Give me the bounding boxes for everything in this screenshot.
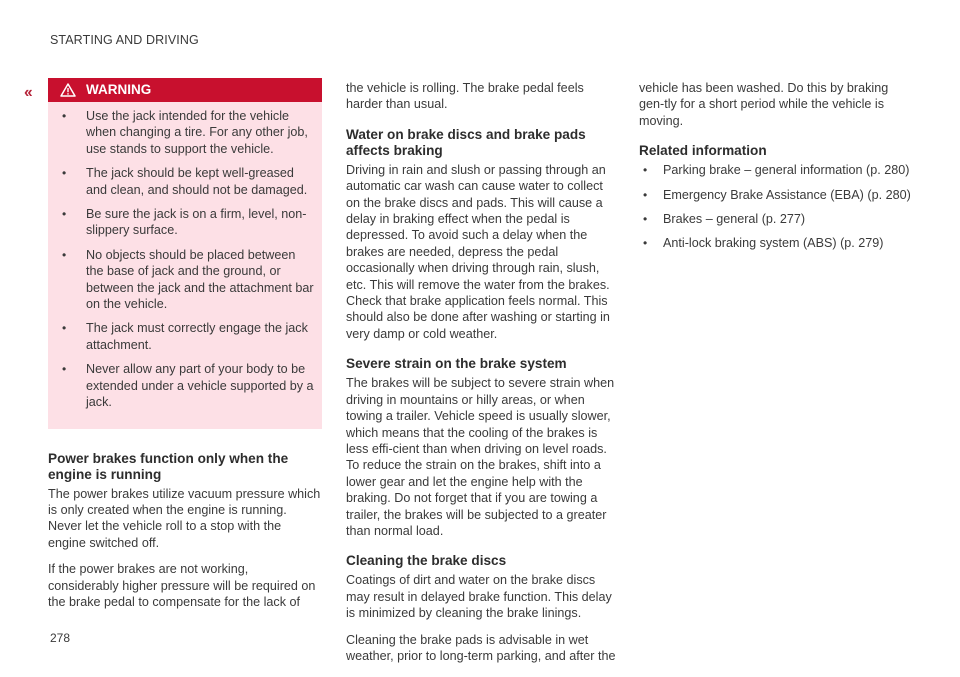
list-item: • Use the jack intended for the vehicle when changing a tire. For any other job, use stands to support the vehicle. [58, 108, 314, 157]
warning-title: WARNING [86, 81, 152, 97]
list-item: • The jack should be kept well-greased and clean, and should not be damaged. [58, 165, 314, 198]
back-chevron-icon[interactable]: ‹‹ [24, 84, 31, 101]
bullet-icon: • [643, 163, 648, 178]
bullet-icon: • [62, 207, 67, 222]
section-heading-cleaning: Cleaning the brake discs [346, 553, 507, 569]
warning-header [48, 78, 322, 102]
paragraph-continuation: the vehicle is rolling. The brake pedal feels harder than usual. [346, 81, 584, 112]
section-heading-power-brakes: Power brakes function only when the engine is running [48, 450, 289, 482]
bullet-icon: • [643, 187, 648, 202]
bullet-icon: • [62, 166, 67, 181]
bullet-icon: • [643, 236, 648, 251]
section-heading-strain: Severe strain on the brake system [346, 356, 567, 372]
related-link[interactable]: • Parking brake – general information (p. 280) [639, 162, 913, 178]
warning-triangle-icon [60, 83, 76, 97]
column-right [639, 80, 913, 260]
warning-box [48, 78, 322, 429]
list-item: • Never allow any part of your body to be extended under a vehicle supported by a jack. [58, 361, 314, 410]
paragraph: The power brakes utilize vacuum pressure which is only created when the engine is running. Never let the vehicle roll to a stop with the engine switched off. [48, 486, 321, 550]
paragraph-continued: If the power brakes are not working, considerably higher pressure will be required on the brake pedal to compensate for the lack of [48, 562, 316, 609]
section-heading-related: Related information [639, 143, 767, 159]
list-item: • Be sure the jack is on a firm, level, non-slippery surface. [58, 206, 314, 239]
bullet-icon: • [62, 247, 67, 262]
section-header: STARTING AND DRIVING [50, 33, 199, 47]
warning-list [48, 102, 322, 429]
paragraph: Driving in rain and slush or passing through an automatic car wash can cause water to collect on the brake discs and pads. This will cause a delay in braking effect when the pedal is depressed. To avoid such a delay when the brakes are needed, depress the pedal occasionally when driving through rain, slush, etc. This will remove the water from the brakes. Check that brake application feels normal. This should also be done after washing or starting in very damp or cold weather. [346, 162, 610, 341]
related-information [639, 143, 913, 252]
section-heading-water: Water on brake discs and brake pads affects braking [346, 126, 586, 158]
paragraph: The brakes will be subject to severe strain when driving in mountains or hilly areas, or when towing a trailer. Vehicle speed is usually slower, which means that the cooling of the brakes is less effi-cient than when driving on level roads. To reduce the strain on the brakes, shift into a lower gear and let the engine help with the braking. Do not forget that if you are towing a trailer, the brakes will be subjected to a greater than normal load. [346, 376, 615, 538]
bullet-icon: • [62, 109, 67, 123]
column-left [48, 78, 322, 621]
list-item: • No objects should be placed between the base of jack and the ground, or between the jack and the attachment bar on the vehicle. [58, 247, 314, 313]
column-middle [346, 80, 620, 674]
paragraph: Cleaning the brake pads is advisable in wet weather, prior to long-term parking, and after the [346, 632, 616, 663]
bullet-icon: • [643, 212, 648, 227]
list-item: • The jack must correctly engage the jack attachment. [58, 320, 314, 353]
page-number: 278 [50, 631, 71, 645]
bullet-icon: • [62, 362, 67, 377]
bullet-icon: • [62, 321, 67, 336]
paragraph: Coatings of dirt and water on the brake discs may result in delayed brake function. This delay is minimized by cleaning the brake linings. [346, 573, 612, 621]
paragraph-continuation: vehicle has been washed. Do this by braking gen-tly for a short period while the vehicle is moving. [639, 81, 889, 128]
related-link[interactable]: • Anti-lock braking system (ABS) (p. 279) [639, 235, 913, 251]
related-link[interactable]: • Emergency Brake Assistance (EBA) (p. 280) [639, 187, 913, 203]
related-link[interactable]: • Brakes – general (p. 277) [639, 211, 913, 227]
